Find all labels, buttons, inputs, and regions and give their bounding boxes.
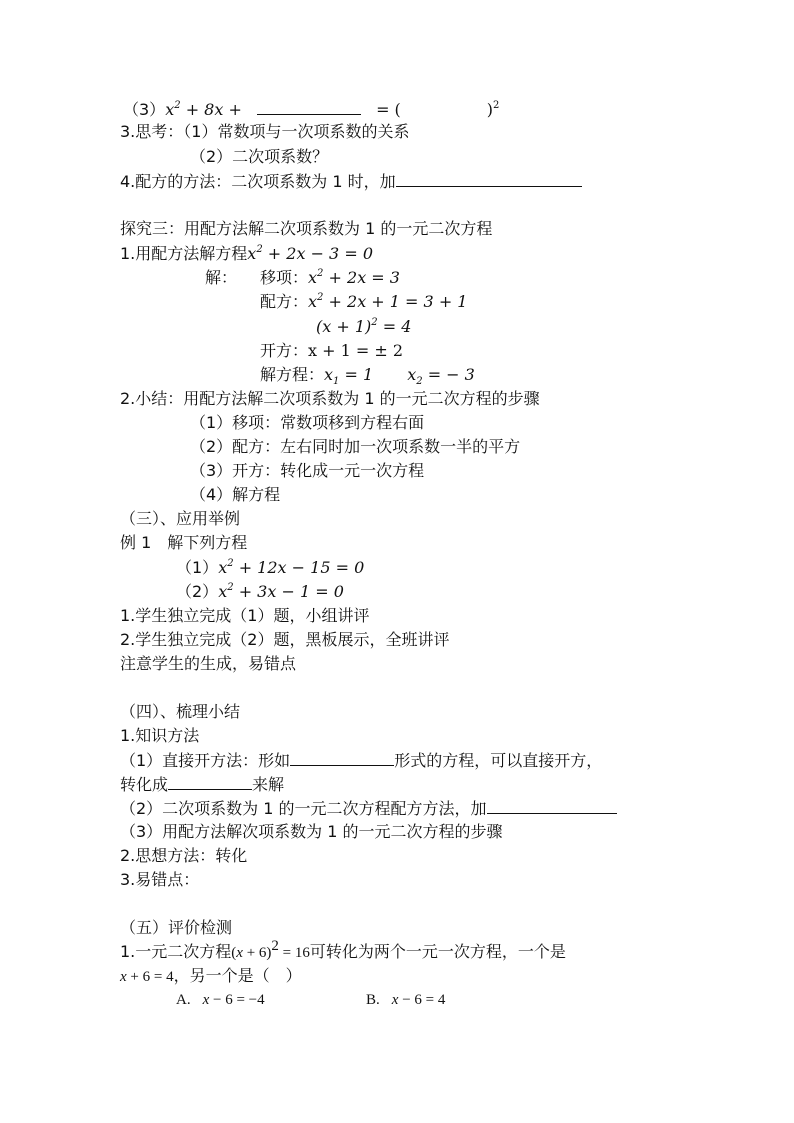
line-6-text: 1.用配方法解方程 — [120, 244, 248, 263]
line-20 — [176, 581, 344, 603]
line-3: （2）二次项系数？ — [190, 147, 329, 166]
line-23: 注意学生的生成，易错点 — [120, 654, 297, 673]
equation: $x_2$ = − 3 — [407, 365, 475, 387]
line-33-text-b: 可转化为两个一元一次方程，一个是 — [309, 942, 566, 961]
line-14: （2）配方：左右同时加一次项系数一半的平方 — [190, 437, 521, 456]
line-26-text-b: 形式的方程，可以直接开方， — [394, 751, 603, 770]
line-32: （五）评价检测 — [120, 918, 233, 937]
line-26-text-a: （1）直接开方法：形如 — [120, 751, 291, 770]
equation: $x^2 + 3x - 1 = 0$ — [218, 582, 344, 601]
option-a-label: A. — [176, 992, 191, 1008]
step-complete — [260, 291, 467, 313]
option-a[interactable] — [176, 988, 265, 1011]
line-27-text-a: 转化成 — [120, 775, 169, 794]
line-27-text-b: 来解 — [252, 775, 285, 794]
item-prefix: （1） — [176, 558, 219, 577]
answer-blank[interactable] — [396, 170, 582, 187]
step-label: 开方： — [260, 341, 309, 360]
line-24: （四）、梳理小结 — [120, 702, 241, 721]
step-root — [260, 340, 403, 362]
option-b-label: B. — [366, 992, 380, 1008]
option-b[interactable] — [366, 988, 445, 1011]
line-27 — [120, 773, 284, 796]
equation: x − 6 = −4 — [202, 992, 265, 1008]
step-label: 移项： — [260, 268, 309, 287]
line-28 — [120, 797, 617, 820]
line-31: 3.易错点： — [120, 870, 200, 889]
line-1 — [123, 98, 499, 121]
step-solve — [260, 364, 475, 386]
equation-rhs-close: ) — [486, 100, 494, 119]
line-6 — [120, 243, 373, 265]
line-4-text: 4.配方的方法：二次项系数为 1 时，加 — [120, 172, 396, 191]
line-16: （4）解方程 — [190, 485, 281, 504]
exponent: 2 — [493, 100, 500, 111]
line-4 — [120, 170, 582, 193]
equation: $x_1 = 1$ — [324, 365, 374, 387]
line-25: 1.知识方法 — [120, 726, 200, 745]
answer-blank[interactable] — [487, 797, 617, 814]
equation: $x^2 + 8x$ + — [165, 100, 242, 119]
line-2: 3.思考：（1）常数项与一次项系数的关系 — [120, 122, 410, 141]
line-17: （三）、应用举例 — [120, 509, 241, 528]
solution-label: 解： — [205, 268, 238, 287]
line-29: （3）用配方法解次项系数为 1 的一元二次方程的步骤 — [120, 822, 503, 841]
equation: $x^2 + 2x + 1 = 3 + 1$ — [308, 292, 468, 311]
line-33-text-a: 1.一元二次方程 — [120, 942, 232, 961]
equation: $(x + 6)^2 = 16$ — [231, 938, 310, 961]
line-28-text: （2）二次项系数为 1 的一元二次方程配方方法，加 — [120, 799, 487, 818]
line-5: 探究三：用配方法解二次项系数为 1 的一元二次方程 — [120, 219, 493, 238]
equation: $(x + 1)^2 = 4$ — [316, 317, 412, 336]
equation: x + 6 = 4 — [120, 969, 174, 985]
step-move — [260, 267, 400, 289]
line-33 — [120, 938, 566, 964]
line-21: 1.学生独立完成（1）题，小组讲评 — [120, 606, 370, 625]
equation: $x^2 + 12x - 15 = 0$ — [218, 558, 365, 577]
step-label: 配方： — [260, 292, 309, 311]
line-13: （1）移项：常数项移到方程右面 — [190, 413, 425, 432]
line-15: （3）开方：转化成一元一次方程 — [190, 461, 425, 480]
item-prefix: （2） — [176, 582, 219, 601]
step-square — [316, 316, 411, 338]
line-18: 例 1 解下列方程 — [120, 533, 248, 552]
equation: x − 6 = 4 — [391, 992, 446, 1008]
line-30: 2.思想方法：转化 — [120, 846, 248, 865]
item-prefix: （3） — [123, 100, 166, 119]
answer-blank[interactable] — [257, 98, 361, 115]
line-34-text: ，另一个是（ ） — [173, 966, 302, 985]
answer-blank[interactable] — [290, 749, 394, 766]
answer-blank[interactable] — [168, 773, 252, 790]
step-label: 解方程： — [260, 365, 325, 384]
equation-rhs-open: = ( — [376, 100, 401, 119]
equation: $x^2 + 2x = 3$ — [308, 268, 400, 287]
line-19 — [176, 557, 364, 579]
equation: $x^2 + 2x - 3 = 0$ — [247, 244, 373, 263]
equation: x + 1 = ± 2 — [308, 341, 404, 360]
line-34 — [120, 965, 302, 988]
line-12: 2.小结：用配方法解二次项系数为 1 的一元二次方程的步骤 — [120, 389, 540, 408]
line-26 — [120, 749, 602, 772]
line-22: 2.学生独立完成（2）题，黑板展示，全班讲评 — [120, 630, 450, 649]
